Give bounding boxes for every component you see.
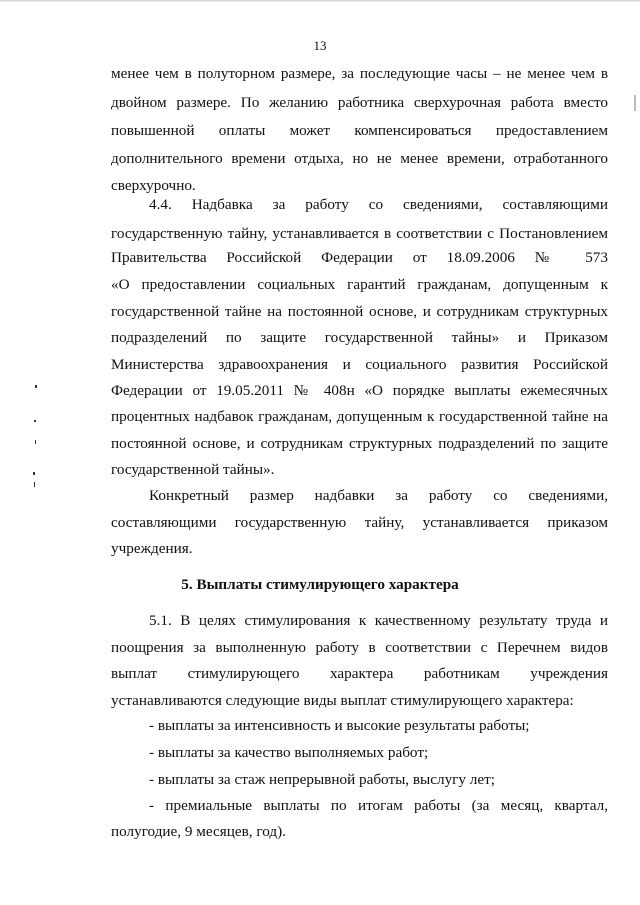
scan-mark <box>34 420 36 422</box>
page-top-edge <box>0 0 640 2</box>
list-item: - выплаты за стаж непрерывной работы, выслугу лет; <box>149 771 495 788</box>
text-line: устанавливаются следующие виды выплат стимулирующего характера: <box>111 692 574 709</box>
text-line: двойном размере. По желанию работника сверхурочная работа вместо <box>111 94 608 111</box>
page-number: 13 <box>313 38 327 53</box>
text-line: полугодие, 9 месяцев, год). <box>111 823 286 840</box>
text-line: повышенной оплаты может компенсироваться предоставлением <box>111 122 608 139</box>
text-line: дополнительного времени отдыха, но не менее времени, отработанного <box>111 150 608 167</box>
scan-mark <box>34 482 35 487</box>
scan-mark <box>33 472 35 475</box>
text-line: государственной тайны». <box>111 461 275 478</box>
list-item: - выплаты за качество выполняемых работ; <box>149 744 429 761</box>
list-item: - премиальные выплаты по итогам работы (за месяц, квартал, <box>149 797 608 814</box>
list-item: - выплаты за интенсивность и высокие результаты работы; <box>149 717 530 734</box>
text-line: «О предоставлении социальных гарантий гражданам, допущенным к <box>111 276 608 293</box>
text-line: процентных надбавок гражданам, допущенным к государственной тайне на <box>111 408 608 425</box>
text-line: Министерства здравоохранения и социального развития Российской <box>111 356 608 373</box>
text-line: государственную тайну, устанавливается в соответствии с Постановлением <box>111 225 608 242</box>
text-line: составляющими государственную тайну, устанавливается приказом <box>111 514 608 531</box>
text-line: учреждения. <box>111 540 193 557</box>
scan-mark <box>35 440 36 444</box>
scan-mark <box>634 95 636 111</box>
text-line: выплат стимулирующего характера работникам учреждения <box>111 665 608 682</box>
text-line: сверхурочно. <box>111 177 196 194</box>
text-line: менее чем в полуторном размере, за последующие часы – не менее чем в <box>111 65 608 82</box>
text-line: поощрения за выполненную работу в соответствии с Перечнем видов <box>111 639 608 656</box>
text-line: подразделений по защите государственной тайны» и Приказом <box>111 329 608 346</box>
scan-mark <box>35 385 37 388</box>
text-line: 4.4. Надбавка за работу со сведениями, составляющими <box>149 196 608 213</box>
section-heading: 5. Выплаты стимулирующего характера <box>181 576 459 593</box>
text-line: 5.1. В целях стимулирования к качественному результату труда и <box>149 612 608 629</box>
text-line: Конкретный размер надбавки за работу со сведениями, <box>149 487 608 504</box>
text-line: постоянной основе, и сотрудникам структурных подразделений по защите <box>111 435 608 452</box>
text-line: Федерации от 19.05.2011 № 408н «О порядке выплаты ежемесячных <box>111 382 608 399</box>
text-line: Правительства Российской Федерации от 18.09.2006 № 573 <box>111 249 608 266</box>
text-line: государственной тайне на постоянной основе, и сотрудникам структурных <box>111 303 608 320</box>
